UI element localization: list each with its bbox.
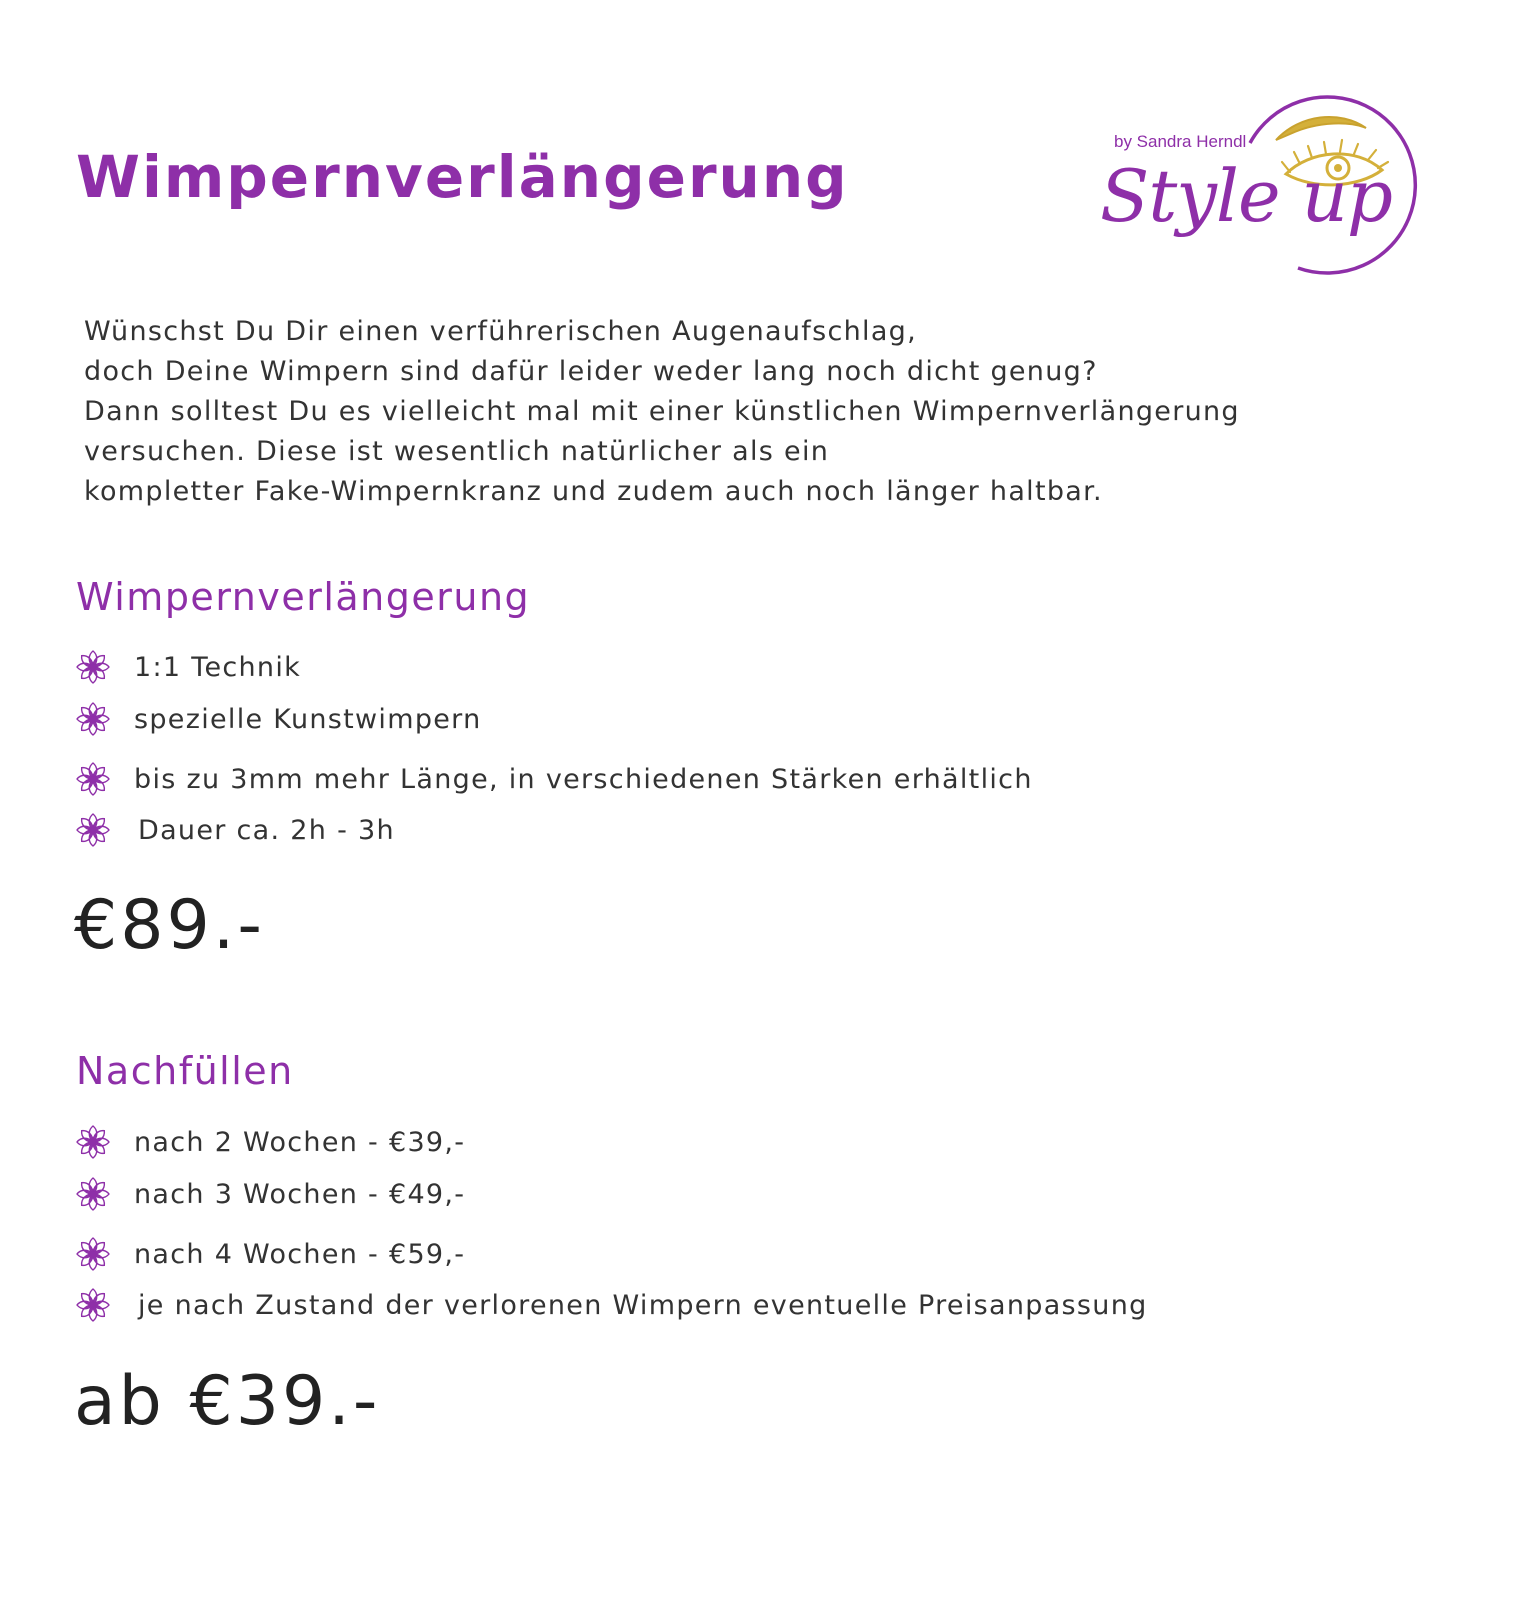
price-extension: €89.- xyxy=(74,886,265,965)
intro-line: Wünschst Du Dir einen verführerischen Augenaufschlag, xyxy=(84,316,917,347)
section-heading-extension: Wimpernverlängerung xyxy=(76,575,531,619)
logo-byline: by Sandra Herndl xyxy=(1114,132,1247,151)
list-item xyxy=(74,1174,465,1214)
eyebrow-icon xyxy=(1276,117,1366,140)
list-item-text: nach 4 Wochen - €59,- xyxy=(134,1238,466,1270)
logo xyxy=(1090,88,1420,288)
list-item-text: nach 2 Wochen - €39,- xyxy=(134,1126,466,1158)
list-item-text: spezielle Kunstwimpern xyxy=(134,703,482,735)
flower-icon xyxy=(74,760,112,798)
flower-icon xyxy=(74,1235,112,1273)
price-refill: ab €39.- xyxy=(74,1362,381,1441)
list-item xyxy=(74,1234,465,1274)
flower-icon xyxy=(74,1123,112,1161)
flower-icon xyxy=(74,1175,112,1213)
list-item xyxy=(74,810,395,850)
intro-line: versuchen. Diese ist wesentlich natürlicher als ein xyxy=(84,436,830,467)
list-item xyxy=(74,1122,465,1162)
list-item xyxy=(74,699,482,739)
flower-icon xyxy=(74,811,112,849)
list-item-text: Dauer ca. 2h - 3h xyxy=(138,814,395,846)
intro-line: Dann solltest Du es vielleicht mal mit einer künstlichen Wimpernverlängerung xyxy=(84,396,1240,427)
intro-line: kompletter Fake-Wimpernkranz und zudem auch noch länger haltbar. xyxy=(84,476,1103,507)
flower-icon xyxy=(74,1286,112,1324)
logo-script: Style up xyxy=(1100,154,1392,238)
list-item-text: je nach Zustand der verlorenen Wimpern eventuelle Preisanpassung xyxy=(138,1289,1148,1321)
list-item xyxy=(74,647,301,687)
list-item xyxy=(74,759,1033,799)
intro-line: doch Deine Wimpern sind dafür leider weder lang noch dicht genug? xyxy=(84,356,1098,387)
flower-icon xyxy=(74,648,112,686)
list-item-text: nach 3 Wochen - €49,- xyxy=(134,1178,466,1210)
list-item xyxy=(74,1285,1148,1325)
flower-icon xyxy=(74,700,112,738)
list-item-text: bis zu 3mm mehr Länge, in verschiedenen Stärken erhältlich xyxy=(134,763,1033,795)
page-title: Wimpernverlängerung xyxy=(76,143,849,211)
list-item-text: 1:1 Technik xyxy=(134,651,302,683)
section-heading-refill: Nachfüllen xyxy=(76,1049,294,1093)
intro-paragraph xyxy=(84,312,1240,512)
